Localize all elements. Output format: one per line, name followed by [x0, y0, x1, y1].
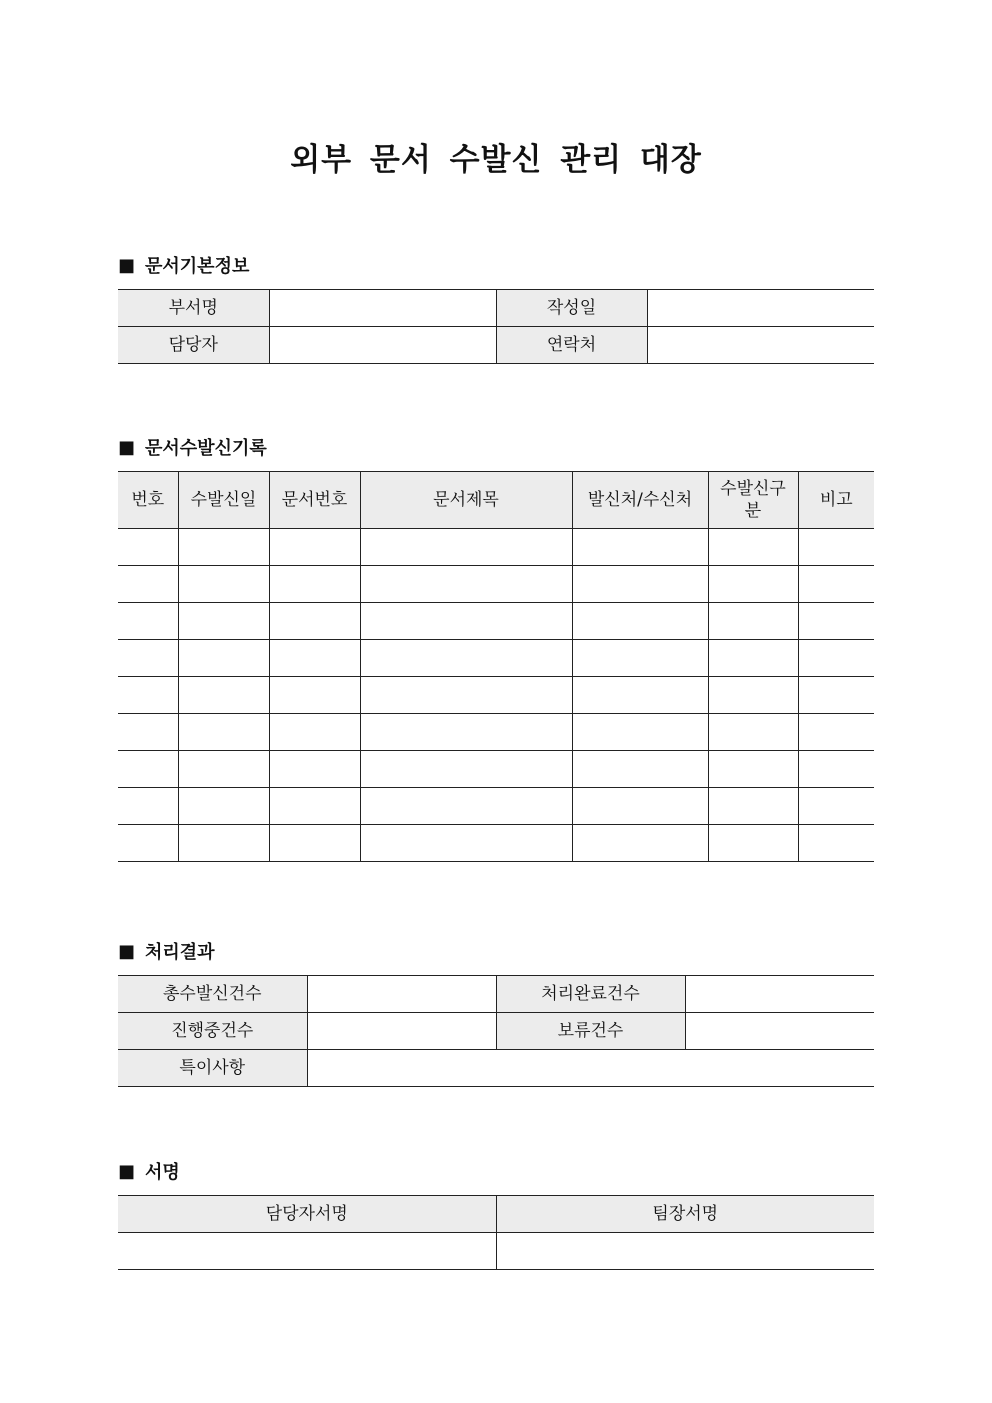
cell-remarks[interactable] [798, 566, 874, 603]
cell-date[interactable] [178, 714, 269, 751]
cell-number[interactable] [118, 714, 178, 751]
table-row [118, 327, 874, 364]
cell-type[interactable] [708, 788, 798, 825]
cell-sender-receiver[interactable] [572, 788, 708, 825]
cell-type[interactable] [708, 566, 798, 603]
cell-date[interactable] [178, 677, 269, 714]
signature-table [118, 1195, 874, 1270]
table-row [118, 976, 874, 1013]
cell-doc-title[interactable] [360, 788, 572, 825]
cell-doc-title[interactable] [360, 566, 572, 603]
cell-doc-number[interactable] [269, 788, 360, 825]
cell-number[interactable] [118, 640, 178, 677]
cell-date[interactable] [178, 825, 269, 862]
cell-number[interactable] [118, 788, 178, 825]
cell-doc-title[interactable] [360, 529, 572, 566]
cell-type[interactable] [708, 529, 798, 566]
cell-sender-receiver[interactable] [572, 529, 708, 566]
contact-field[interactable] [647, 327, 874, 364]
cell-remarks[interactable] [798, 714, 874, 751]
column-header-type: 수발신구분 [708, 472, 798, 529]
table-row [118, 529, 874, 566]
cell-sender-receiver[interactable] [572, 566, 708, 603]
cell-type[interactable] [708, 677, 798, 714]
column-header-remarks: 비고 [798, 472, 874, 529]
cell-sender-receiver[interactable] [572, 714, 708, 751]
square-bullet-icon: ■ [118, 254, 136, 276]
section-heading-results [118, 938, 215, 964]
cell-type[interactable] [708, 640, 798, 677]
cell-doc-title[interactable] [360, 825, 572, 862]
cell-doc-title[interactable] [360, 714, 572, 751]
on-hold-count-field[interactable] [685, 1013, 874, 1050]
cell-number[interactable] [118, 529, 178, 566]
cell-remarks[interactable] [798, 788, 874, 825]
cell-doc-number[interactable] [269, 566, 360, 603]
cell-doc-number[interactable] [269, 714, 360, 751]
cell-doc-number[interactable] [269, 751, 360, 788]
manager-signature-field[interactable] [118, 1233, 496, 1270]
results-table [118, 975, 874, 1087]
cell-doc-number[interactable] [269, 603, 360, 640]
on-hold-count-label: 보류건수 [496, 1013, 685, 1050]
created-date-field[interactable] [647, 290, 874, 327]
basic-info-table [118, 289, 874, 364]
cell-sender-receiver[interactable] [572, 751, 708, 788]
column-header-doc-number: 문서번호 [269, 472, 360, 529]
cell-type[interactable] [708, 825, 798, 862]
section-title: 문서수발신기록 [145, 438, 267, 459]
table-row [118, 640, 874, 677]
cell-type[interactable] [708, 751, 798, 788]
table-header-row [118, 472, 874, 529]
table-row [118, 290, 874, 327]
square-bullet-icon: ■ [118, 436, 136, 458]
column-header-sender-receiver: 발신처/수신처 [572, 472, 708, 529]
manager-label: 담당자 [118, 327, 269, 364]
cell-sender-receiver[interactable] [572, 825, 708, 862]
table-row [118, 1233, 874, 1270]
cell-remarks[interactable] [798, 677, 874, 714]
column-header-number: 번호 [118, 472, 178, 529]
records-table [118, 471, 874, 862]
cell-date[interactable] [178, 640, 269, 677]
square-bullet-icon: ■ [118, 940, 136, 962]
cell-remarks[interactable] [798, 825, 874, 862]
table-row [118, 714, 874, 751]
cell-doc-number[interactable] [269, 640, 360, 677]
cell-sender-receiver[interactable] [572, 677, 708, 714]
total-count-field[interactable] [307, 976, 496, 1013]
completed-count-label: 처리완료건수 [496, 976, 685, 1013]
cell-remarks[interactable] [798, 640, 874, 677]
section-title: 서명 [145, 1162, 180, 1183]
cell-doc-number[interactable] [269, 677, 360, 714]
cell-remarks[interactable] [798, 751, 874, 788]
cell-date[interactable] [178, 751, 269, 788]
cell-remarks[interactable] [798, 529, 874, 566]
table-row [118, 603, 874, 640]
cell-date[interactable] [178, 566, 269, 603]
leader-signature-field[interactable] [496, 1233, 874, 1270]
section-title: 문서기본정보 [145, 256, 250, 277]
contact-label: 연락처 [496, 327, 647, 364]
table-row [118, 1196, 874, 1233]
table-row [118, 1050, 874, 1087]
cell-doc-title[interactable] [360, 603, 572, 640]
cell-sender-receiver[interactable] [572, 640, 708, 677]
page-title: 외부 문서 수발신 관리 대장 [290, 142, 702, 178]
table-row [118, 788, 874, 825]
in-progress-count-field[interactable] [307, 1013, 496, 1050]
cell-doc-title[interactable] [360, 751, 572, 788]
cell-number[interactable] [118, 603, 178, 640]
leader-signature-label: 팀장서명 [496, 1196, 874, 1233]
cell-sender-receiver[interactable] [572, 603, 708, 640]
cell-date[interactable] [178, 529, 269, 566]
cell-remarks[interactable] [798, 603, 874, 640]
department-label: 부서명 [118, 290, 269, 327]
section-title: 처리결과 [145, 942, 215, 963]
column-header-doc-title: 문서제목 [360, 472, 572, 529]
cell-number[interactable] [118, 751, 178, 788]
cell-doc-number[interactable] [269, 825, 360, 862]
department-field[interactable] [269, 290, 496, 327]
table-row [118, 677, 874, 714]
square-bullet-icon: ■ [118, 1160, 136, 1182]
in-progress-count-label: 진행중건수 [118, 1013, 307, 1050]
notes-label: 특이사항 [118, 1050, 307, 1087]
table-row [118, 751, 874, 788]
cell-number[interactable] [118, 677, 178, 714]
total-count-label: 총수발신건수 [118, 976, 307, 1013]
table-row [118, 566, 874, 603]
section-heading-basic-info [118, 252, 249, 278]
cell-date[interactable] [178, 603, 269, 640]
section-heading-signature [118, 1158, 180, 1184]
table-row [118, 825, 874, 862]
manager-signature-label: 담당자서명 [118, 1196, 496, 1233]
cell-type[interactable] [708, 714, 798, 751]
cell-number[interactable] [118, 825, 178, 862]
completed-count-field[interactable] [685, 976, 874, 1013]
cell-doc-title[interactable] [360, 640, 572, 677]
cell-doc-title[interactable] [360, 677, 572, 714]
cell-type[interactable] [708, 603, 798, 640]
section-heading-records [118, 434, 267, 460]
manager-field[interactable] [269, 327, 496, 364]
table-row [118, 1013, 874, 1050]
cell-date[interactable] [178, 788, 269, 825]
created-date-label: 작성일 [496, 290, 647, 327]
records-body [118, 529, 874, 862]
cell-number[interactable] [118, 566, 178, 603]
column-header-date: 수발신일 [178, 472, 269, 529]
cell-doc-number[interactable] [269, 529, 360, 566]
notes-field[interactable] [307, 1050, 874, 1087]
